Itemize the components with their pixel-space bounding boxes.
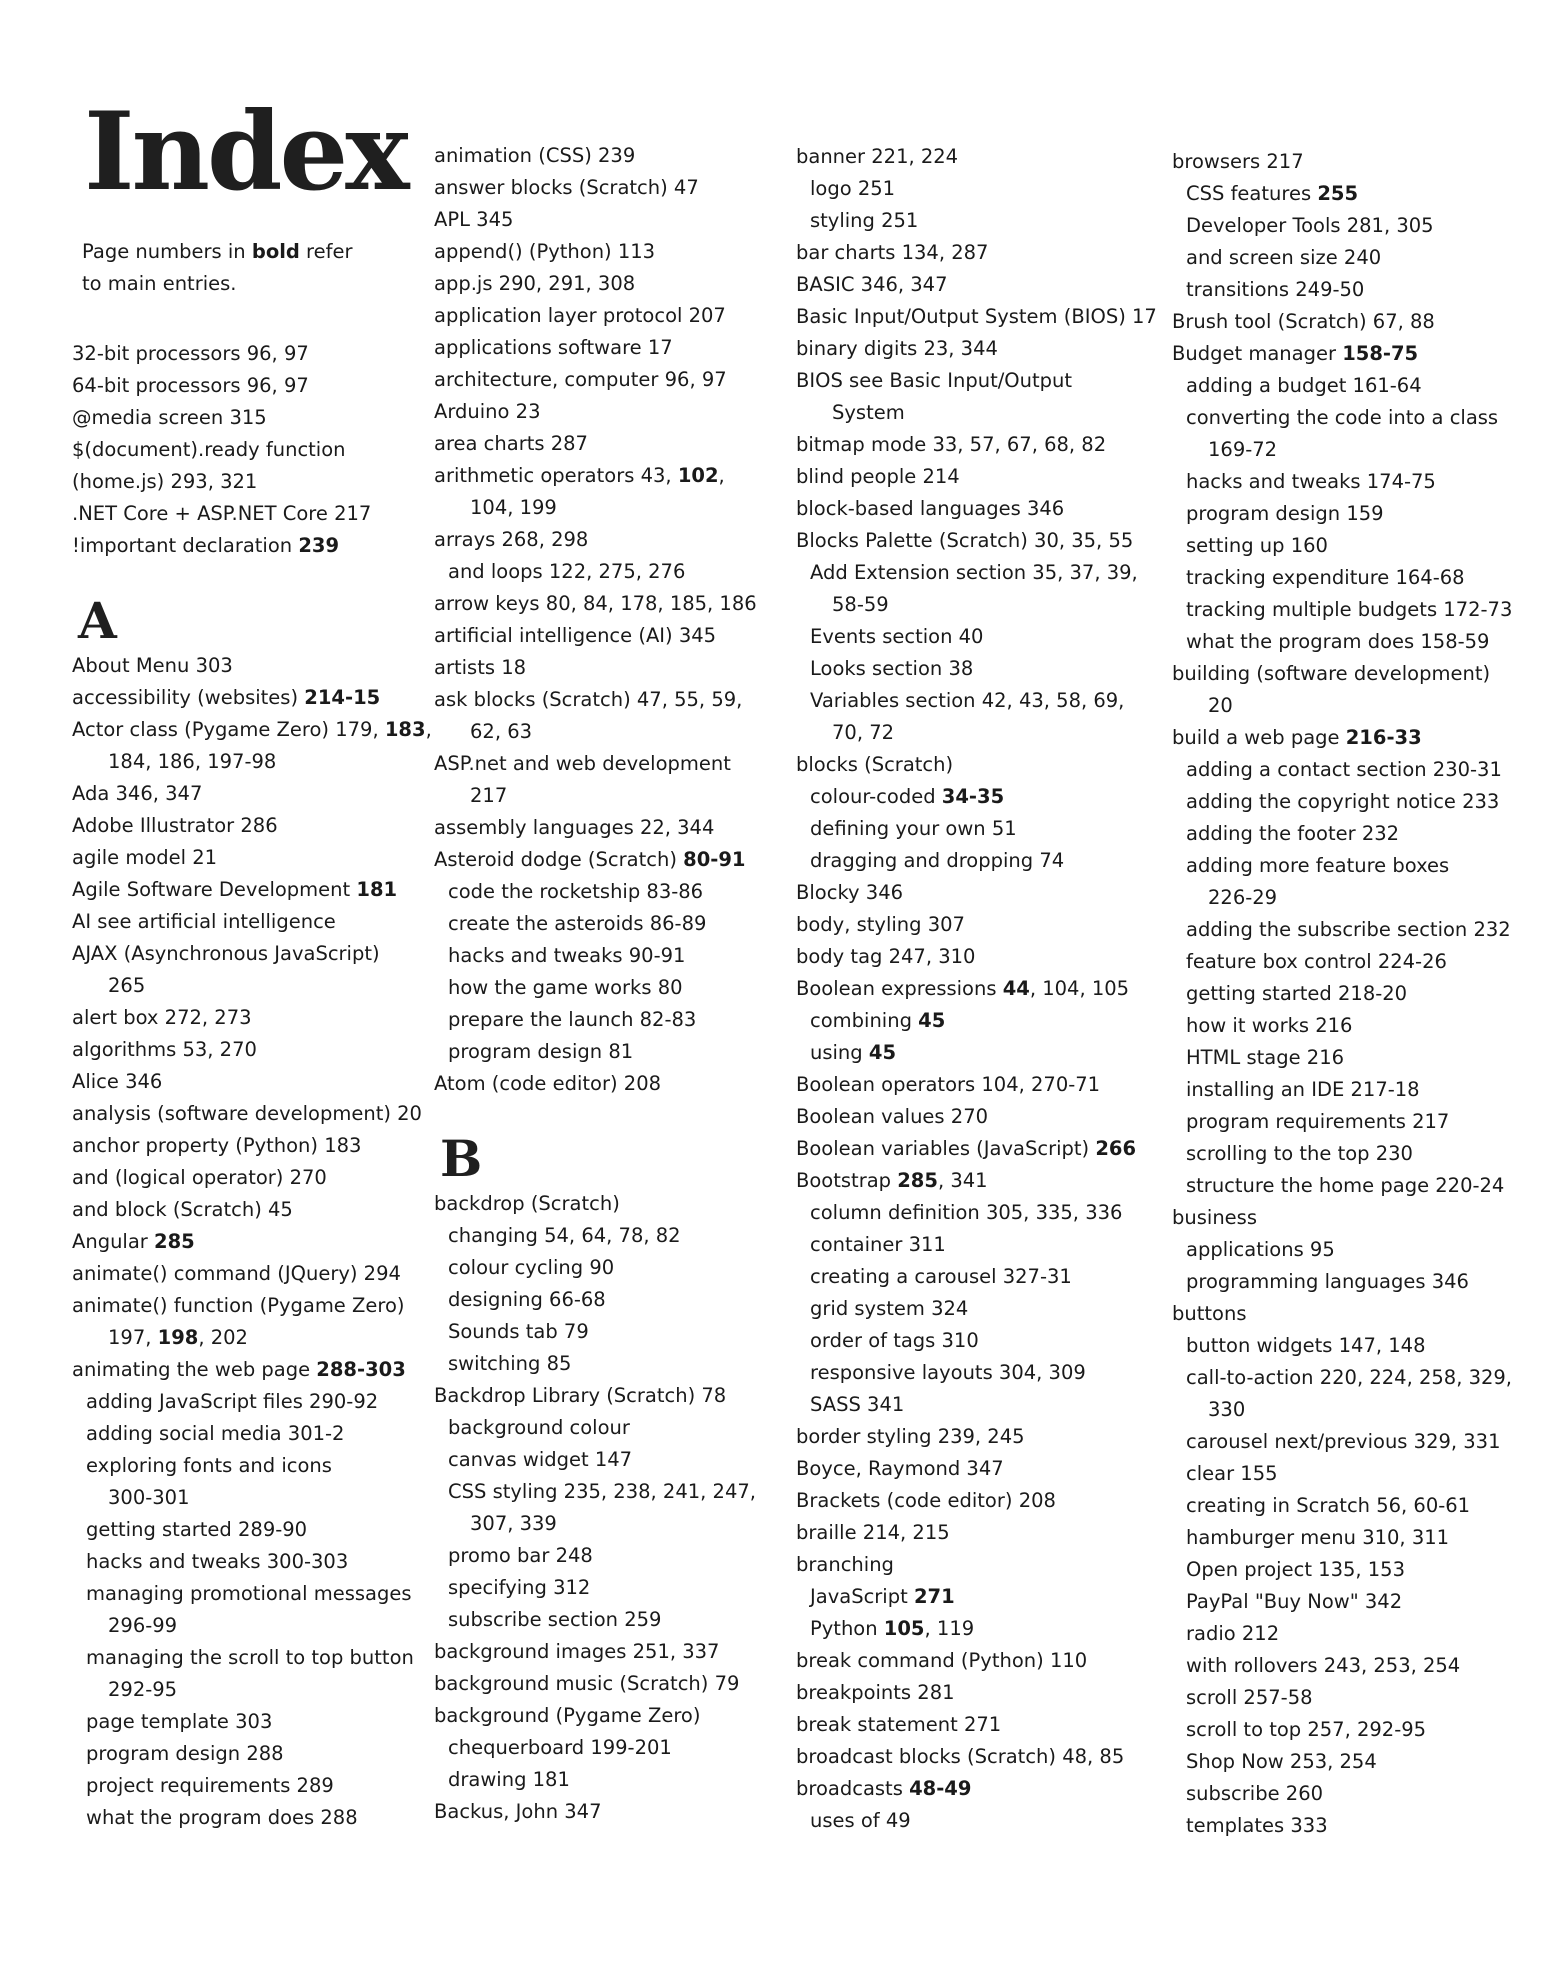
index-entry: break command (Python) 110	[796, 1649, 1088, 1672]
index-entry: APL 345	[434, 208, 514, 231]
index-entry: radio 212	[1186, 1622, 1280, 1645]
index-entry: 70, 72	[832, 721, 895, 744]
index-entry: 64-bit processors 96, 97	[72, 374, 309, 397]
index-entry: backdrop (Scratch)	[434, 1192, 620, 1215]
index-entry: how the game works 80	[448, 976, 683, 999]
index-entry: background (Pygame Zero)	[434, 1704, 701, 1727]
index-entry: tracking expenditure 164-68	[1186, 566, 1465, 589]
index-entry: adding a contact section 230-31	[1186, 758, 1502, 781]
index-entry: broadcast blocks (Scratch) 48, 85	[796, 1745, 1125, 1768]
index-entry: container 311	[810, 1233, 946, 1256]
index-entry: application layer protocol 207	[434, 304, 726, 327]
index-entry: promo bar 248	[448, 1544, 593, 1567]
index-entry: artificial intelligence (AI) 345	[434, 624, 717, 647]
index-entry: adding more feature boxes	[1186, 854, 1450, 877]
index-entry: adding the subscribe section 232	[1186, 918, 1511, 941]
index-entry: area charts 287	[434, 432, 588, 455]
index-entry: what the program does 288	[86, 1806, 358, 1829]
index-entry: blind people 214	[796, 465, 960, 488]
index-entry: chequerboard 199-201	[448, 1736, 672, 1759]
index-entry: 265	[108, 974, 146, 997]
index-entry: AI see artificial intelligence	[72, 910, 336, 933]
index-entry: 217	[470, 784, 508, 807]
index-entry: with rollovers 243, 253, 254	[1186, 1654, 1461, 1677]
index-entry: structure the home page 220-24	[1186, 1174, 1505, 1197]
index-entry: installing an IDE 217-18	[1186, 1078, 1420, 1101]
index-entry: call-to-action 220, 224, 258, 329,	[1186, 1366, 1513, 1389]
index-entry: prepare the launch 82-83	[448, 1008, 697, 1031]
index-entry: Blocks Palette (Scratch) 30, 35, 55	[796, 529, 1134, 552]
index-entry: arithmetic operators 43, 102,	[434, 464, 725, 487]
index-entry: bitmap mode 33, 57, 67, 68, 82	[796, 433, 1107, 456]
index-entry: applications software 17	[434, 336, 673, 359]
index-entry: program design 81	[448, 1040, 634, 1063]
index-entry: Sounds tab 79	[448, 1320, 589, 1343]
index-entry: CSS styling 235, 238, 241, 247,	[448, 1480, 756, 1503]
index-entry: switching 85	[448, 1352, 572, 1375]
index-entry: getting started 289-90	[86, 1518, 308, 1541]
index-entry: answer blocks (Scratch) 47	[434, 176, 699, 199]
index-entry: System	[832, 401, 905, 424]
index-entry: JavaScript 271	[810, 1585, 955, 1608]
index-entry: algorithms 53, 270	[72, 1038, 257, 1061]
index-entry: creating a carousel 327-31	[810, 1265, 1072, 1288]
index-entry: (home.js) 293, 321	[72, 470, 258, 493]
index-entry: animating the web page 288-303	[72, 1358, 406, 1381]
index-entry: transitions 249-50	[1186, 278, 1365, 301]
index-entry: Brackets (code editor) 208	[796, 1489, 1056, 1512]
index-entry: Backus, John 347	[434, 1800, 602, 1823]
index-entry: HTML stage 216	[1186, 1046, 1345, 1069]
index-entry: Python 105, 119	[810, 1617, 975, 1640]
index-entry: CSS features 255	[1186, 182, 1359, 205]
index-entry: responsive layouts 304, 309	[810, 1361, 1086, 1384]
index-entry: hamburger menu 310, 311	[1186, 1526, 1450, 1549]
index-entry: Alice 346	[72, 1070, 163, 1093]
index-entry: architecture, computer 96, 97	[434, 368, 727, 391]
index-entry: programming languages 346	[1186, 1270, 1469, 1293]
index-entry: Adobe Illustrator 286	[72, 814, 278, 837]
index-entry: order of tags 310	[810, 1329, 979, 1352]
index-entry: program design 159	[1186, 502, 1384, 525]
index-entry: agile model 21	[72, 846, 218, 869]
index-entry: canvas widget 147	[448, 1448, 633, 1471]
index-entry: Agile Software Development 181	[72, 878, 398, 901]
index-entry: 197, 198, 202	[108, 1326, 248, 1349]
index-entry: adding JavaScript files 290-92	[86, 1390, 379, 1413]
index-entry: $(document).ready function	[72, 438, 346, 461]
index-entry: background colour	[448, 1416, 630, 1439]
index-entry: project requirements 289	[86, 1774, 334, 1797]
index-entry: templates 333	[1186, 1814, 1328, 1837]
index-entry: buttons	[1172, 1302, 1247, 1325]
index-entry: banner 221, 224	[796, 145, 959, 168]
index-entry: button widgets 147, 148	[1186, 1334, 1426, 1357]
index-entry: 20	[1208, 694, 1233, 717]
index-entry: 307, 339	[470, 1512, 557, 1535]
index-entries	[1172, 146, 1512, 1842]
index-entry: anchor property (Python) 183	[72, 1134, 362, 1157]
index-entry: create the asteroids 86-89	[448, 912, 707, 935]
intro-line-2: to main entries.	[82, 272, 237, 295]
index-entry: animation (CSS) 239	[434, 144, 636, 167]
index-entry: adding social media 301-2	[86, 1422, 345, 1445]
index-entry: Backdrop Library (Scratch) 78	[434, 1384, 727, 1407]
index-entry: BIOS see Basic Input/Output	[796, 369, 1073, 392]
index-entry: what the program does 158-59	[1186, 630, 1490, 653]
index-entry: Angular 285	[72, 1230, 195, 1253]
index-entry: designing 66-68	[448, 1288, 606, 1311]
index-entry: subscribe 260	[1186, 1782, 1324, 1805]
index-entry: 58-59	[832, 593, 889, 616]
index-entry: 300-301	[108, 1486, 190, 1509]
index-entry: Looks section 38	[810, 657, 974, 680]
index-entry: alert box 272, 273	[72, 1006, 252, 1029]
page-title: Index	[84, 89, 407, 215]
index-entry: app.js 290, 291, 308	[434, 272, 636, 295]
index-entry: ask blocks (Scratch) 47, 55, 59,	[434, 688, 743, 711]
intro-line-1: Page numbers in bold refer	[82, 240, 353, 263]
section-gap	[434, 1100, 757, 1130]
index-entry: carousel next/previous 329, 331	[1186, 1430, 1501, 1453]
index-entry: scroll 257-58	[1186, 1686, 1313, 1709]
index-entries	[434, 140, 757, 1828]
index-entry: block-based languages 346	[796, 497, 1065, 520]
index-entry: Boolean variables (JavaScript) 266	[796, 1137, 1137, 1160]
index-entry: 226-29	[1208, 886, 1278, 909]
index-entry: Asteroid dodge (Scratch) 80-91	[434, 848, 746, 871]
index-entry: Atom (code editor) 208	[434, 1072, 662, 1095]
index-entry: adding the copyright notice 233	[1186, 790, 1500, 813]
index-entry: @media screen 315	[72, 406, 267, 429]
index-entry: Boolean values 270	[796, 1105, 989, 1128]
index-entry: building (software development)	[1172, 662, 1491, 685]
intro-note	[82, 236, 353, 300]
section-letter-a: A	[78, 591, 117, 650]
index-entry: specifying 312	[448, 1576, 591, 1599]
index-entry: Add Extension section 35, 37, 39,	[810, 561, 1138, 584]
index-entry: clear 155	[1186, 1462, 1278, 1485]
index-entry: Open project 135, 153	[1186, 1558, 1405, 1581]
index-entry: 169-72	[1208, 438, 1278, 461]
index-entry: feature box control 224-26	[1186, 950, 1447, 973]
index-entry: 32-bit processors 96, 97	[72, 342, 309, 365]
index-entry: hacks and tweaks 300-303	[86, 1550, 349, 1573]
index-entry: 292-95	[108, 1678, 178, 1701]
index-entry: hacks and tweaks 174-75	[1186, 470, 1436, 493]
index-entry: exploring fonts and icons	[86, 1454, 332, 1477]
index-entry: colour-coded 34-35	[810, 785, 1005, 808]
index-entry: and (logical operator) 270	[72, 1166, 327, 1189]
index-entry: SASS 341	[810, 1393, 905, 1416]
index-entry: how it works 216	[1186, 1014, 1353, 1037]
index-entry: background images 251, 337	[434, 1640, 720, 1663]
index-entry: Boolean expressions 44, 104, 105	[796, 977, 1130, 1000]
index-entry: subscribe section 259	[448, 1608, 662, 1631]
index-entry: blocks (Scratch)	[796, 753, 954, 776]
index-entry: adding a budget 161-64	[1186, 374, 1422, 397]
index-entry: analysis (software development) 20	[72, 1102, 422, 1125]
index-entry: defining your own 51	[810, 817, 1017, 840]
index-entry: logo 251	[810, 177, 896, 200]
index-entry: and loops 122, 275, 276	[448, 560, 686, 583]
index-entry: 184, 186, 197-98	[108, 750, 277, 773]
index-entry: border styling 239, 245	[796, 1425, 1025, 1448]
index-entry: program requirements 217	[1186, 1110, 1450, 1133]
index-entry: creating in Scratch 56, 60-61	[1186, 1494, 1471, 1517]
index-entry: break statement 271	[796, 1713, 1002, 1736]
index-entry: BASIC 346, 347	[796, 273, 948, 296]
index-entries	[796, 141, 1157, 1837]
index-entry: Basic Input/Output System (BIOS) 17	[796, 305, 1157, 328]
index-entry: browsers 217	[1172, 150, 1304, 173]
index-entry: grid system 324	[810, 1297, 969, 1320]
index-entry: ASP.net and web development	[434, 752, 731, 775]
index-entry: arrow keys 80, 84, 178, 185, 186	[434, 592, 757, 615]
index-entry: business	[1172, 1206, 1257, 1229]
index-entry: braille 214, 215	[796, 1521, 950, 1544]
index-entry: Budget manager 158-75	[1172, 342, 1419, 365]
index-entry: Shop Now 253, 254	[1186, 1750, 1377, 1773]
index-entry: accessibility (websites) 214-15	[72, 686, 381, 709]
index-entry: Variables section 42, 43, 58, 69,	[810, 689, 1125, 712]
index-entry: body tag 247, 310	[796, 945, 976, 968]
index-entry: scroll to top 257, 292-95	[1186, 1718, 1427, 1741]
index-entry: tracking multiple budgets 172-73	[1186, 598, 1513, 621]
index-entry: 104, 199	[470, 496, 557, 519]
index-entry: background music (Scratch) 79	[434, 1672, 740, 1695]
index-entry: arrays 268, 298	[434, 528, 589, 551]
index-entry: changing 54, 64, 78, 82	[448, 1224, 681, 1247]
index-entry: uses of 49	[810, 1809, 911, 1832]
index-entry: .NET Core + ASP.NET Core 217	[72, 502, 372, 525]
index-entry: Brush tool (Scratch) 67, 88	[1172, 310, 1435, 333]
index-entry: page template 303	[86, 1710, 273, 1733]
index-entry: combining 45	[810, 1009, 946, 1032]
index-entry: managing the scroll to top button	[86, 1646, 414, 1669]
index-entry: bar charts 134, 287	[796, 241, 989, 264]
index-entry: 296-99	[108, 1614, 178, 1637]
index-entry: and block (Scratch) 45	[72, 1198, 293, 1221]
index-entry: colour cycling 90	[448, 1256, 615, 1279]
index-entry: scrolling to the top 230	[1186, 1142, 1413, 1165]
index-entry: Ada 346, 347	[72, 782, 203, 805]
index-entries	[72, 338, 432, 1834]
index-entry: binary digits 23, 344	[796, 337, 998, 360]
index-entry: and screen size 240	[1186, 246, 1382, 269]
index-entry: 330	[1208, 1398, 1246, 1421]
index-entry: Boyce, Raymond 347	[796, 1457, 1004, 1480]
index-entry: !important declaration 239	[72, 534, 340, 557]
index-entry: code the rocketship 83-86	[448, 880, 704, 903]
index-entry: animate() function (Pygame Zero)	[72, 1294, 405, 1317]
index-entry: getting started 218-20	[1186, 982, 1408, 1005]
index-entry: hacks and tweaks 90-91	[448, 944, 686, 967]
index-entry: using 45	[810, 1041, 897, 1064]
index-entry: 62, 63	[470, 720, 533, 743]
index-entry: animate() command (JQuery) 294	[72, 1262, 401, 1285]
index-entry: styling 251	[810, 209, 919, 232]
index-entry: program design 288	[86, 1742, 284, 1765]
index-entry: managing promotional messages	[86, 1582, 412, 1605]
index-entry: applications 95	[1186, 1238, 1335, 1261]
section-letter-b: B	[440, 1129, 483, 1188]
index-entry: column definition 305, 335, 336	[810, 1201, 1123, 1224]
index-entry: adding the footer 232	[1186, 822, 1400, 845]
index-entry: dragging and dropping 74	[810, 849, 1065, 872]
index-entry: assembly languages 22, 344	[434, 816, 715, 839]
index-entry: AJAX (Asynchronous JavaScript)	[72, 942, 380, 965]
index-entry: Bootstrap 285, 341	[796, 1169, 988, 1192]
index-entry: append() (Python) 113	[434, 240, 656, 263]
index-entry: About Menu 303	[72, 654, 233, 677]
index-entry: Blocky 346	[796, 881, 904, 904]
index-entry: body, styling 307	[796, 913, 965, 936]
index-entry: broadcasts 48-49	[796, 1777, 972, 1800]
index-entry: Events section 40	[810, 625, 984, 648]
section-gap	[72, 562, 432, 592]
index-entry: Actor class (Pygame Zero) 179, 183,	[72, 718, 432, 741]
index-entry: Arduino 23	[434, 400, 541, 423]
index-entry: converting the code into a class	[1186, 406, 1499, 429]
index-entry: artists 18	[434, 656, 527, 679]
index-entry: PayPal "Buy Now" 342	[1186, 1590, 1403, 1613]
index-entry: drawing 181	[448, 1768, 570, 1791]
index-entry: breakpoints 281	[796, 1681, 955, 1704]
index-entry: Developer Tools 281, 305	[1186, 214, 1434, 237]
index-entry: branching	[796, 1553, 894, 1576]
index-entry: build a web page 216-33	[1172, 726, 1422, 749]
index-entry: setting up 160	[1186, 534, 1328, 557]
index-entry: Boolean operators 104, 270-71	[796, 1073, 1101, 1096]
